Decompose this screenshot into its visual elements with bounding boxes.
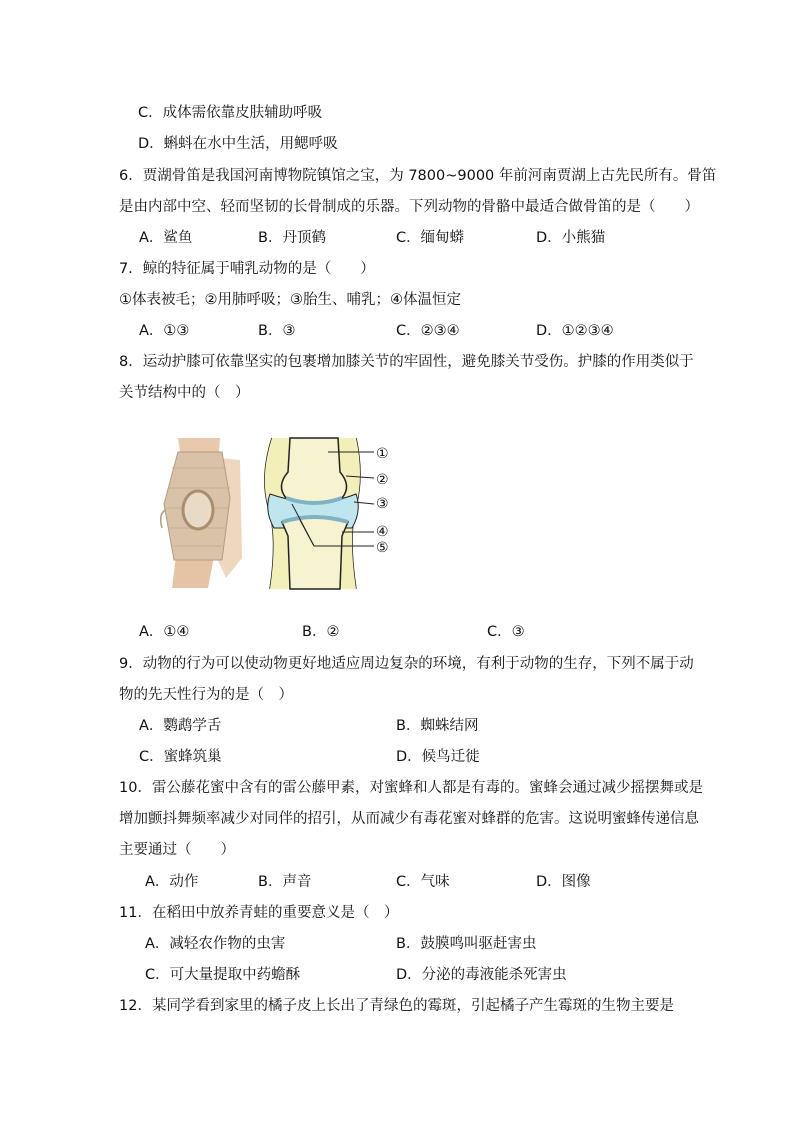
q11-option-b: B．鼓膜鸣叫驱赶害虫 [396,936,537,952]
knee-brace-image [148,438,248,588]
q8-option-b: B．② [302,624,340,640]
q6-option-d: D．小熊猫 [536,230,606,246]
diagram-label-4: ④ [376,524,389,540]
q11-option-d: D．分泌的毒液能杀死害虫 [396,967,567,983]
q8-option-c: C．③ [487,624,525,640]
q5-option-c: C．成体需依靠皮肤辅助呼吸 [138,105,323,121]
q10-option-d: D．图像 [536,874,591,890]
q7-option-c: C．②③④ [396,323,460,339]
q10-stem-line3: 主要通过（ ） [119,842,235,858]
q9-option-c: C．蜜蜂筑巢 [139,749,222,765]
q9-option-b: B．蜘蛛结网 [396,718,479,734]
q7-features: ①体表被毛；②用肺呼吸；③胎生、哺乳；④体温恒定 [119,292,461,308]
q7-option-b: B．③ [258,323,296,339]
q12-stem: 12．某同学看到家里的橘子皮上长出了青绿色的霉斑，引起橘子产生霉斑的生物主要是 [119,998,674,1014]
q8-stem-line1: 8．运动护膝可依靠坚实的包裹增加膝关节的牢固性，避免膝关节受伤。护膝的作用类似于 [119,354,694,370]
q11-option-c: C．可大量提取中药蟾酥 [145,967,301,983]
q10-stem-line2: 增加颤抖舞频率减少对同伴的招引，从而减少有毒花蜜对蜂群的危害。这说明蜜蜂传递信息 [119,811,699,827]
q7-stem: 7．鲸的特征属于哺乳动物的是（ ） [119,261,375,277]
diagram-label-2: ② [376,472,389,488]
q10-stem-line1: 10．雷公藤花蜜中含有的雷公藤甲素，对蜜蜂和人都是有毒的。蜜蜂会通过减少摇摆舞或是 [119,780,703,796]
q6-option-b: B．丹顶鹤 [258,230,326,246]
q9-option-d: D．候鸟迁徙 [396,749,480,765]
q11-stem: 11．在稻田中放养青蛙的重要意义是（ ） [119,905,399,921]
q6-stem-line2: 是由内部中空、轻而坚韧的长骨制成的乐器。下列动物的骨骼中最适合做骨笛的是（ ） [119,199,699,215]
q10-option-a: A．动作 [145,874,199,890]
q7-option-d: D．①②③④ [536,323,614,339]
q9-stem-line2: 物的先天性行为的是（ ） [119,687,293,703]
q6-option-c: C．缅甸蟒 [396,230,465,246]
q9-option-a: A．鹦鹉学舌 [139,718,222,734]
q8-stem-line2: 关节结构中的（ ） [119,385,250,401]
q10-option-b: B．声音 [258,874,312,890]
q8-option-a: A．①④ [139,624,190,640]
q6-option-a: A．鲨鱼 [139,230,193,246]
q11-option-a: A．减轻农作物的虫害 [145,936,286,952]
q9-stem-line1: 9．动物的行为可以使动物更好地适应周边复杂的环境，有利于动物的生存，下列不属于动 [119,656,694,672]
q5-option-d: D．蝌蚪在水中生活，用鳃呼吸 [138,136,338,152]
q6-stem-line1: 6．贾湖骨笛是我国河南博物院镇馆之宝，为 7800~9000 年前河南贾湖上古先民所有。骨笛 [119,168,717,184]
diagram-label-3: ③ [376,496,389,512]
q10-option-c: C．气味 [396,874,450,890]
diagram-label-1: ① [376,446,389,462]
diagram-label-5: ⑤ [376,540,389,556]
q7-option-a: A．①③ [139,323,190,339]
